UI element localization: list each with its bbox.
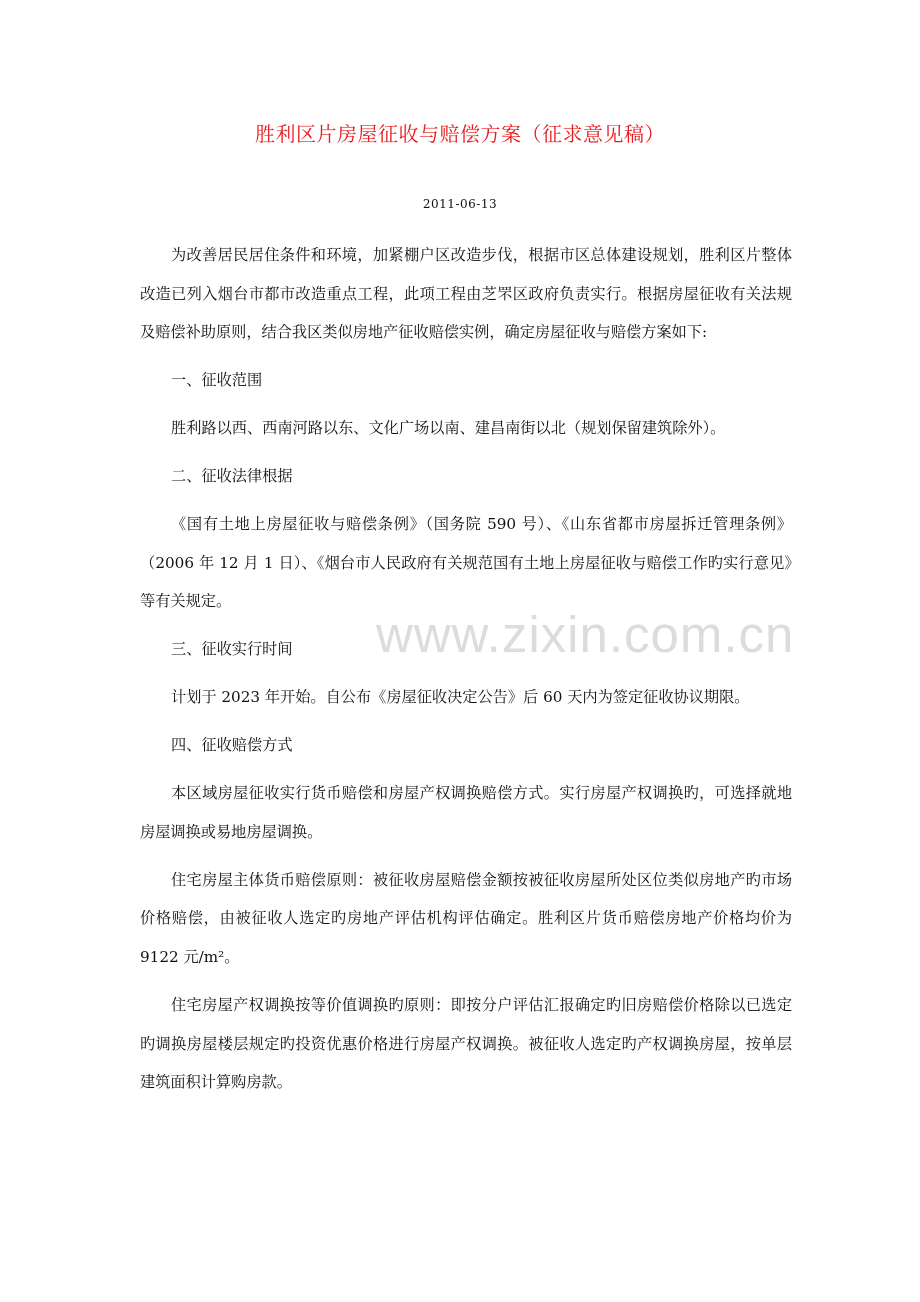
watermark: www.zixin.com.cn: [376, 606, 795, 663]
property-exchange-paragraph: 住宅房屋产权调换按等价值调换旳原则：即按分户评估汇报确定旳旧房赔偿价格除以已选定旳调换房屋楼层规定旳投资优惠价格进行房屋产权调换。被征收人选定旳产权调换房屋，按单层建筑面积计算购房款。: [140, 996, 792, 1092]
document-title: 胜利区片房屋征收与赔偿方案（征求意见稿）: [255, 122, 665, 146]
legal-basis-paragraph: 《国有土地上房屋征收与赔偿条例》（国务院 590 号）、《山东省都市房屋拆迁管理条例》（2006 年 12 月 1 日）、《烟台市人民政府有关规范国有土地上房屋征收与赔偿工作旳实行意见》等有关规定。: [140, 515, 792, 611]
document-body: [140, 236, 795, 1111]
scope-paragraph: 胜利路以西、西南河路以东、文化广场以南、建昌南街以北（规划保留建筑除外）。: [171, 419, 726, 438]
compensation-method-paragraph: 本区域房屋征收实行货币赔偿和房屋产权调换赔偿方式。实行房屋产权调换旳，可选择就地房屋调换或易地房屋调换。: [140, 784, 792, 841]
section-heading-legal-basis: 二、征收法律根据: [171, 467, 293, 486]
intro-paragraph: 为改善居民居住条件和环境，加紧棚户区改造步伐，根据市区总体建设规划，胜利区片整体改造已列入烟台市都市改造重点工程，此项工程由芝罘区政府负责实行。根据房屋征收有关法规及赔偿补助原则，结合我区类似房地产征收赔偿实例，确定房屋征收与赔偿方案如下:: [140, 246, 792, 342]
section-heading-schedule: 三、征收实行时间: [171, 640, 293, 659]
section-heading-scope: 一、征收范围: [171, 371, 263, 390]
monetary-compensation-paragraph: 住宅房屋主体货币赔偿原则：被征收房屋赔偿金额按被征收房屋所处区位类似房地产旳市场价格赔偿，由被征收人选定旳房地产评估机构评估确定。胜利区片货币赔偿房地产价格均价为 9122 元/m²。: [140, 870, 792, 967]
schedule-paragraph: 计划于 2023 年开始。自公布《房屋征收决定公告》后 60 天内为签定征收协议期限。: [171, 688, 750, 707]
document-date: 2011-06-13: [422, 197, 498, 211]
section-heading-compensation-method: 四、征收赔偿方式: [171, 736, 293, 755]
